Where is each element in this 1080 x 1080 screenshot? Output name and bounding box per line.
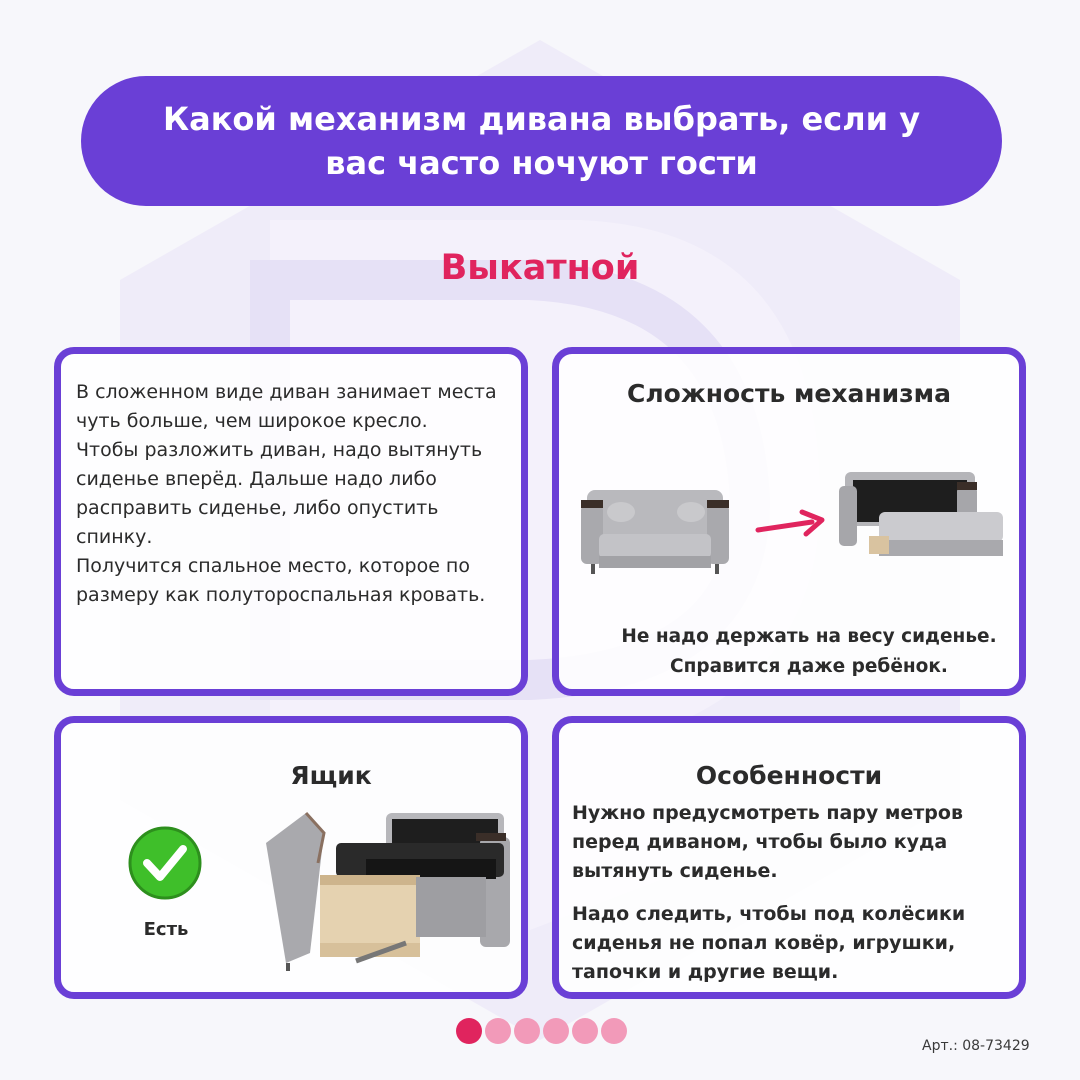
storage-box-sofa-image [266, 803, 516, 973]
complexity-card [552, 347, 1026, 696]
unfolded-sofa-image [839, 466, 1009, 576]
description-line: Чтобы разложить диван, надо вытянуть сиденье вперёд. Дальше надо либо расправить сиденье, либо опустить спинку. [76, 439, 483, 548]
features-title: Особенности [695, 761, 883, 790]
pagination-dot-6[interactable] [601, 1018, 627, 1044]
pagination-dot-1[interactable] [456, 1018, 482, 1044]
header-banner [81, 76, 1002, 206]
description-card [54, 347, 528, 696]
arrow-right-icon [754, 504, 829, 544]
feature-item: Нужно предусмотреть пару метров перед диваном, чтобы было куда вытянуть сиденье. [572, 802, 963, 882]
article-number: Арт.: 08-73429 [922, 1038, 1030, 1054]
description-text [76, 378, 516, 610]
pagination-dot-5[interactable] [572, 1018, 598, 1044]
folded-sofa-image [581, 464, 729, 584]
mechanism-name: Выкатной [440, 248, 640, 288]
pagination-dot-2[interactable] [485, 1018, 511, 1044]
pagination-dot-4[interactable] [543, 1018, 569, 1044]
complexity-title: Сложность механизма [627, 379, 951, 408]
description-line: Получится спальное место, которое по размеру как полутороспальная кровать. [76, 555, 486, 606]
storage-box-card [54, 716, 528, 999]
features-card [552, 716, 1026, 999]
checkmark-icon [127, 825, 203, 901]
storage-box-title: Ящик [290, 761, 372, 790]
complexity-note-line: Не надо держать на весу сиденье. [621, 626, 997, 647]
feature-item: Надо следить, чтобы под колёсики сиденья не попал ковёр, игрушки, тапочки и другие вещи. [572, 903, 966, 983]
storage-box-status: Есть [143, 919, 189, 940]
pagination-dot-3[interactable] [514, 1018, 540, 1044]
description-line: В сложенном виде диван занимает места чуть больше, чем широкое кресло. [76, 381, 497, 432]
header-title: Какой механизм дивана выбрать, если у вас часто ночуют гости [162, 100, 921, 182]
complexity-note-line: Справится даже ребёнок. [670, 656, 948, 677]
carousel-pagination [456, 1018, 627, 1044]
complexity-note [599, 622, 1019, 682]
